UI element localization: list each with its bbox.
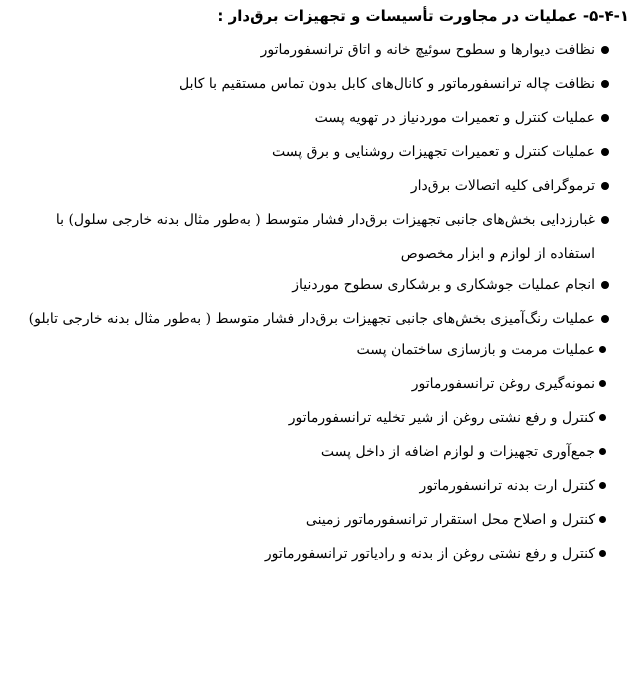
bullet-icon — [601, 80, 609, 88]
list-item — [0, 74, 635, 94]
list-item-text: کنترل و اصلاح محل استقرار ترانسفورماتور زمینی — [305, 512, 595, 528]
list-item — [0, 408, 635, 428]
list-item-text: کنترل و رفع نشتی روغن از شیر تخلیه ترانسفورماتور — [288, 410, 595, 426]
operations-list — [0, 40, 635, 578]
list-item-text: نظافت دیوارها و سطوح سوئیچ خانه و اتاق ترانسفورماتور — [260, 42, 595, 58]
list-item-text: انجام عملیات جوشکاری و برشکاری سطوح موردنیاز — [292, 277, 595, 293]
list-item-text: نمونه‌گیری روغن ترانسفورماتور — [411, 376, 595, 392]
list-item-text: ترموگرافی کلیه اتصالات برق‌دار — [410, 178, 595, 194]
list-item-text: عملیات رنگ‌آمیزی بخش‌های جانبی تجهیزات برق‌دار فشار متوسط ( به‌طور مثال بدنه خارجی تابلو) — [28, 311, 595, 327]
list-item — [0, 108, 635, 128]
bullet-icon — [601, 216, 609, 224]
list-item — [0, 374, 635, 394]
list-item — [0, 544, 635, 564]
list-item — [0, 340, 635, 360]
list-item-text: عملیات کنترل و تعمیرات تجهیزات روشنایی و برق پست — [272, 144, 595, 160]
list-item-text: کنترل ارت بدنه ترانسفورماتور — [419, 478, 595, 494]
bullet-icon — [599, 414, 606, 421]
bullet-icon — [599, 380, 606, 387]
list-item-text: نظافت چاله ترانسفورماتور و کانال‌های کابل بدون تماس مستقیم با کابل — [178, 76, 595, 92]
list-item-text: جمع‌آوری تجهیزات و لوازم اضافه از داخل پست — [320, 444, 595, 460]
bullet-icon — [599, 448, 606, 455]
list-item-text: غبارزدایی بخش‌های جانبی تجهیزات برق‌دار فشار متوسط ( به‌طور مثال بدنه خارجی سلول) با استفاده از لوازم و ابزار مخصوص — [55, 212, 595, 262]
list-item-text: کنترل و رفع نشتی روغن از بدنه و رادیاتور ترانسفورماتور — [264, 546, 595, 562]
list-item — [0, 442, 635, 462]
bullet-icon — [601, 281, 609, 289]
list-item — [0, 510, 635, 530]
bullet-icon — [599, 482, 606, 489]
bullet-icon — [599, 346, 606, 353]
list-item — [0, 275, 635, 295]
list-item — [0, 203, 635, 271]
list-item — [0, 142, 635, 162]
section-heading: ۵-۴-۱- عملیات در مجاورت تأسیسات و تجهیزات برق‌دار : — [217, 7, 629, 25]
bullet-icon — [601, 182, 609, 190]
bullet-icon — [601, 114, 609, 122]
bullet-icon — [601, 315, 609, 323]
list-item-text: عملیات مرمت و بازسازی ساختمان پست — [356, 342, 595, 358]
list-item — [0, 40, 635, 60]
bullet-icon — [601, 148, 609, 156]
bullet-icon — [599, 550, 606, 557]
list-item — [0, 176, 635, 196]
bullet-icon — [601, 46, 609, 54]
bullet-icon — [599, 516, 606, 523]
list-item-text: عملیات کنترل و تعمیرات موردنیاز در تهویه پست — [314, 110, 595, 126]
list-item — [0, 302, 635, 336]
list-item — [0, 476, 635, 496]
